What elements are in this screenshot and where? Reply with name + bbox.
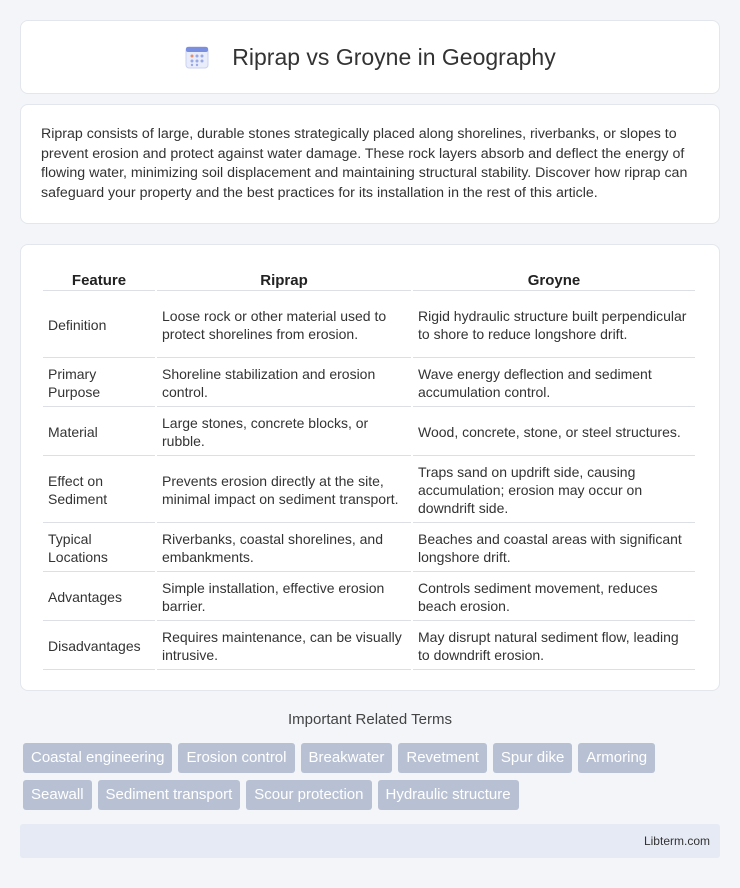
feature-cell: Effect on Sediment (43, 458, 155, 523)
page-title: Riprap vs Groyne in Geography (232, 43, 556, 70)
table-row (43, 458, 695, 523)
feature-cell: Primary Purpose (43, 360, 155, 407)
tag-spur-dike[interactable]: Spur dike (493, 743, 572, 773)
feature-cell: Advantages (43, 574, 155, 621)
header-card (20, 20, 720, 94)
tag-hydraulic-structure[interactable]: Hydraulic structure (378, 780, 519, 810)
feature-cell: Material (43, 409, 155, 456)
tag-revetment[interactable]: Revetment (398, 743, 487, 773)
groyne-cell: Wave energy deflection and sediment accumulation control. (413, 360, 695, 407)
table-row (43, 623, 695, 670)
riprap-cell: Riverbanks, coastal shorelines, and embankments. (157, 525, 411, 572)
footer (20, 824, 720, 858)
related-terms-tags (23, 743, 723, 810)
groyne-cell: Traps sand on updrift side, causing accumulation; erosion may occur on downdrift side. (413, 458, 695, 523)
column-header-groyne: Groyne (413, 267, 695, 291)
groyne-cell: Wood, concrete, stone, or steel structures. (413, 409, 695, 456)
column-header-riprap: Riprap (157, 267, 411, 291)
tag-sediment-transport[interactable]: Sediment transport (98, 780, 241, 810)
tag-breakwater[interactable]: Breakwater (301, 743, 393, 773)
riprap-cell: Loose rock or other material used to protect shorelines from erosion. (157, 293, 411, 358)
table-row (43, 409, 695, 456)
related-terms-title: Important Related Terms (288, 711, 452, 728)
intro-paragraph: Riprap consists of large, durable stones strategically placed along shorelines, riverbanks, or slopes to prevent erosion and protect against water damage. These rock layers absorb and deflect the energy of flowing water, minimizing soil displacement and maintaining structural stability. Discover how riprap can safeguard your property and the best practices for its installation in the rest of this article. (41, 126, 688, 201)
tag-seawall[interactable]: Seawall (23, 780, 92, 810)
table-row (43, 574, 695, 621)
tag-coastal-engineering[interactable]: Coastal engineering (23, 743, 172, 773)
table-row (43, 293, 695, 358)
groyne-cell: Beaches and coastal areas with significant longshore drift. (413, 525, 695, 572)
riprap-cell: Shoreline stabilization and erosion control. (157, 360, 411, 407)
table-row (43, 360, 695, 407)
comparison-table (41, 265, 697, 672)
table-header-row (43, 267, 695, 291)
footer-site-link[interactable]: Libterm.com (643, 834, 710, 848)
groyne-cell: Controls sediment movement, reduces beach erosion. (413, 574, 695, 621)
tag-scour-protection[interactable]: Scour protection (246, 780, 371, 810)
document-grid-icon (184, 44, 210, 70)
column-header-feature: Feature (43, 267, 155, 291)
riprap-cell: Requires maintenance, can be visually intrusive. (157, 623, 411, 670)
table-row (43, 525, 695, 572)
feature-cell: Typical Locations (43, 525, 155, 572)
tag-armoring[interactable]: Armoring (578, 743, 655, 773)
riprap-cell: Simple installation, effective erosion barrier. (157, 574, 411, 621)
tag-erosion-control[interactable]: Erosion control (178, 743, 294, 773)
groyne-cell: Rigid hydraulic structure built perpendicular to shore to reduce longshore drift. (413, 293, 695, 358)
riprap-cell: Prevents erosion directly at the site, minimal impact on sediment transport. (157, 458, 411, 523)
intro-card (20, 104, 720, 224)
riprap-cell: Large stones, concrete blocks, or rubble. (157, 409, 411, 456)
groyne-cell: May disrupt natural sediment flow, leading to downdrift erosion. (413, 623, 695, 670)
feature-cell: Definition (43, 293, 155, 358)
feature-cell: Disadvantages (43, 623, 155, 670)
comparison-card (20, 244, 720, 691)
